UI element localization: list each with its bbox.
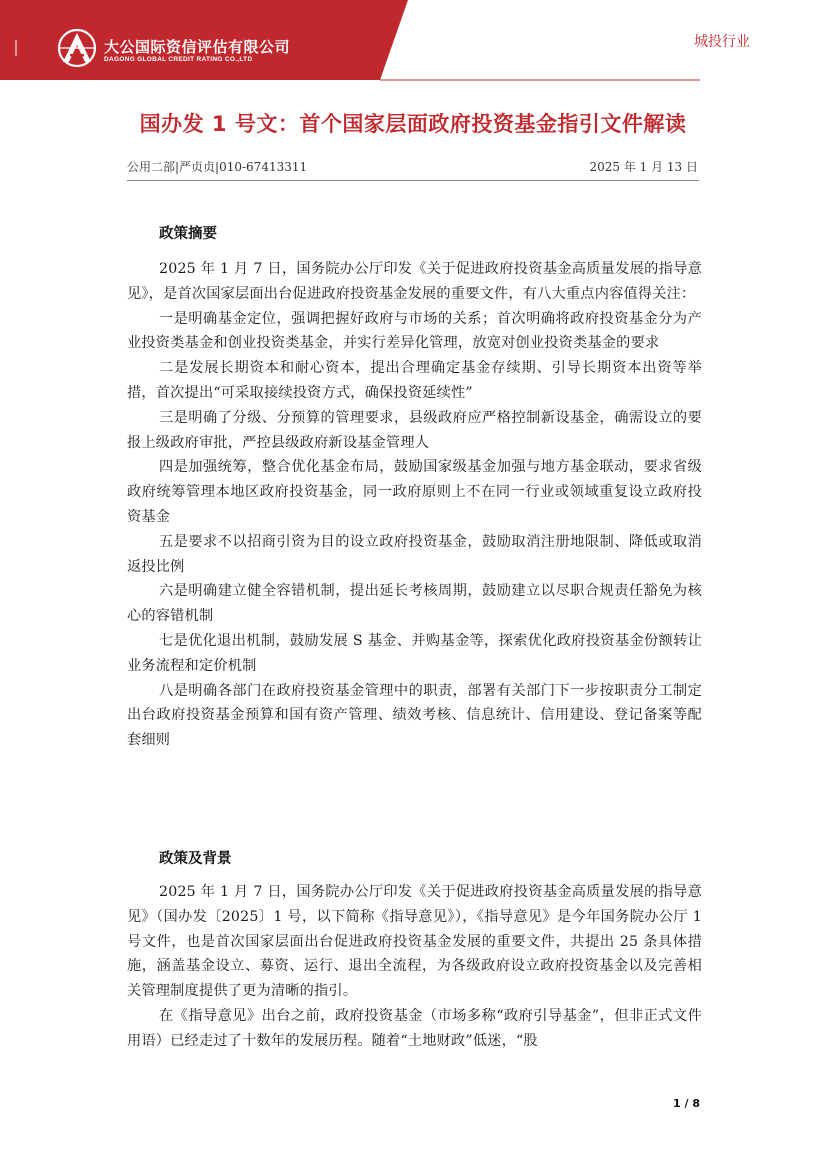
paragraph: 2025 年 1 月 7 日，国务院办公厅印发《关于促进政府投资基金高质量发展的指导意见》，是首次国家层面出台促进政府投资基金发展的重要文件，有八大重点内容值得关注： <box>127 261 702 302</box>
paragraph: 2025 年 1 月 7 日，国务院办公厅印发《关于促进政府投资基金高质量发展的指导意见》（国办发〔2025〕1 号，以下简称《指导意见》），《指导意见》是今年国务院办公厅 1 号文件，也是首次国家层面出台促进政府投资基金发展的重要文件，共提出 25 条具体措施，涵盖基金设立、募资、运行、退出全流程，为各级政府设立政府投资基金以及完善相关管理制度提供了更为清晰的指引。 <box>127 884 702 1000</box>
company-name-en: DAGONG GLOBAL CREDIT RATING CO.,LTD <box>104 56 253 63</box>
author-contact: 公用二部|严贞贞|010-67413311 <box>127 160 308 174</box>
paragraph: 四是加强统筹，整合优化基金布局，鼓励国家级基金加强与地方基金联动，要求省级政府统筹管理本地区政府投资基金，同一政府原则上不在同一行业或领域重复设立政府投资基金 <box>127 459 702 525</box>
paragraph: 一是明确基金定位，强调把握好政府与市场的关系；首次明确将政府投资基金分为产业投资类基金和创业投资类基金，并实行差异化管理，放宽对创业投资类基金的要求 <box>127 310 702 352</box>
report-header <box>0 0 826 92</box>
paragraph: 二是发展长期资本和耐心资本，提出合理确定基金存续期、引导长期资本出资等举措，首次提出“可采取接续投资方式，确保投资延续性” <box>127 360 702 401</box>
paragraph: 七是优化退出机制，鼓励发展 S 基金、并购基金等，探索优化政府投资基金份额转让业务流程和定价机制 <box>127 632 702 674</box>
policy-summary-body <box>127 257 702 753</box>
industry-tag: 城投行业 <box>694 34 750 50</box>
section-policy-summary <box>127 222 702 243</box>
company-name-cn: 大公国际资信评估有限公司 <box>104 38 291 56</box>
section-heading: 政策及背景 <box>159 851 232 867</box>
paragraph: 五是要求不以招商引资为目的设立政府投资基金，鼓励取消注册地限制、降低或取消返投比例 <box>127 533 702 575</box>
header-divider <box>127 180 699 181</box>
section-policy-background <box>127 847 702 868</box>
report-title: 国办发 1 号文：首个国家层面政府投资基金指引文件解读 <box>139 112 687 136</box>
section-heading: 政策摘要 <box>159 226 217 242</box>
paragraph: 三是明确了分级、分预算的管理要求，县级政府应严格控制新设基金，确需设立的要报上级政府审批，严控县级政府新设基金管理人 <box>127 409 702 451</box>
paragraph: 八是明确各部门在政府投资基金管理中的职责，部署有关部门下一步按职责分工制定出台政府投资基金预算和国有资产管理、绩效考核、信息统计、信用建设、登记备案等配套细则 <box>127 682 702 749</box>
paragraph: 在《指导意见》出台之前，政府投资基金（市场多称“政府引导基金”，但非正式文件用语）已经走过了十数年的发展历程。随着“土地财政”低迷，“股 <box>127 1007 702 1049</box>
page-number: 1 / 8 <box>673 1097 700 1110</box>
paragraph: 六是明确建立健全容错机制，提出延长考核周期，鼓励建立以尽职合规责任豁免为核心的容错机制 <box>127 583 702 625</box>
policy-background-body <box>127 880 702 1054</box>
report-date: 2025 年 1 月 13 日 <box>589 160 698 174</box>
